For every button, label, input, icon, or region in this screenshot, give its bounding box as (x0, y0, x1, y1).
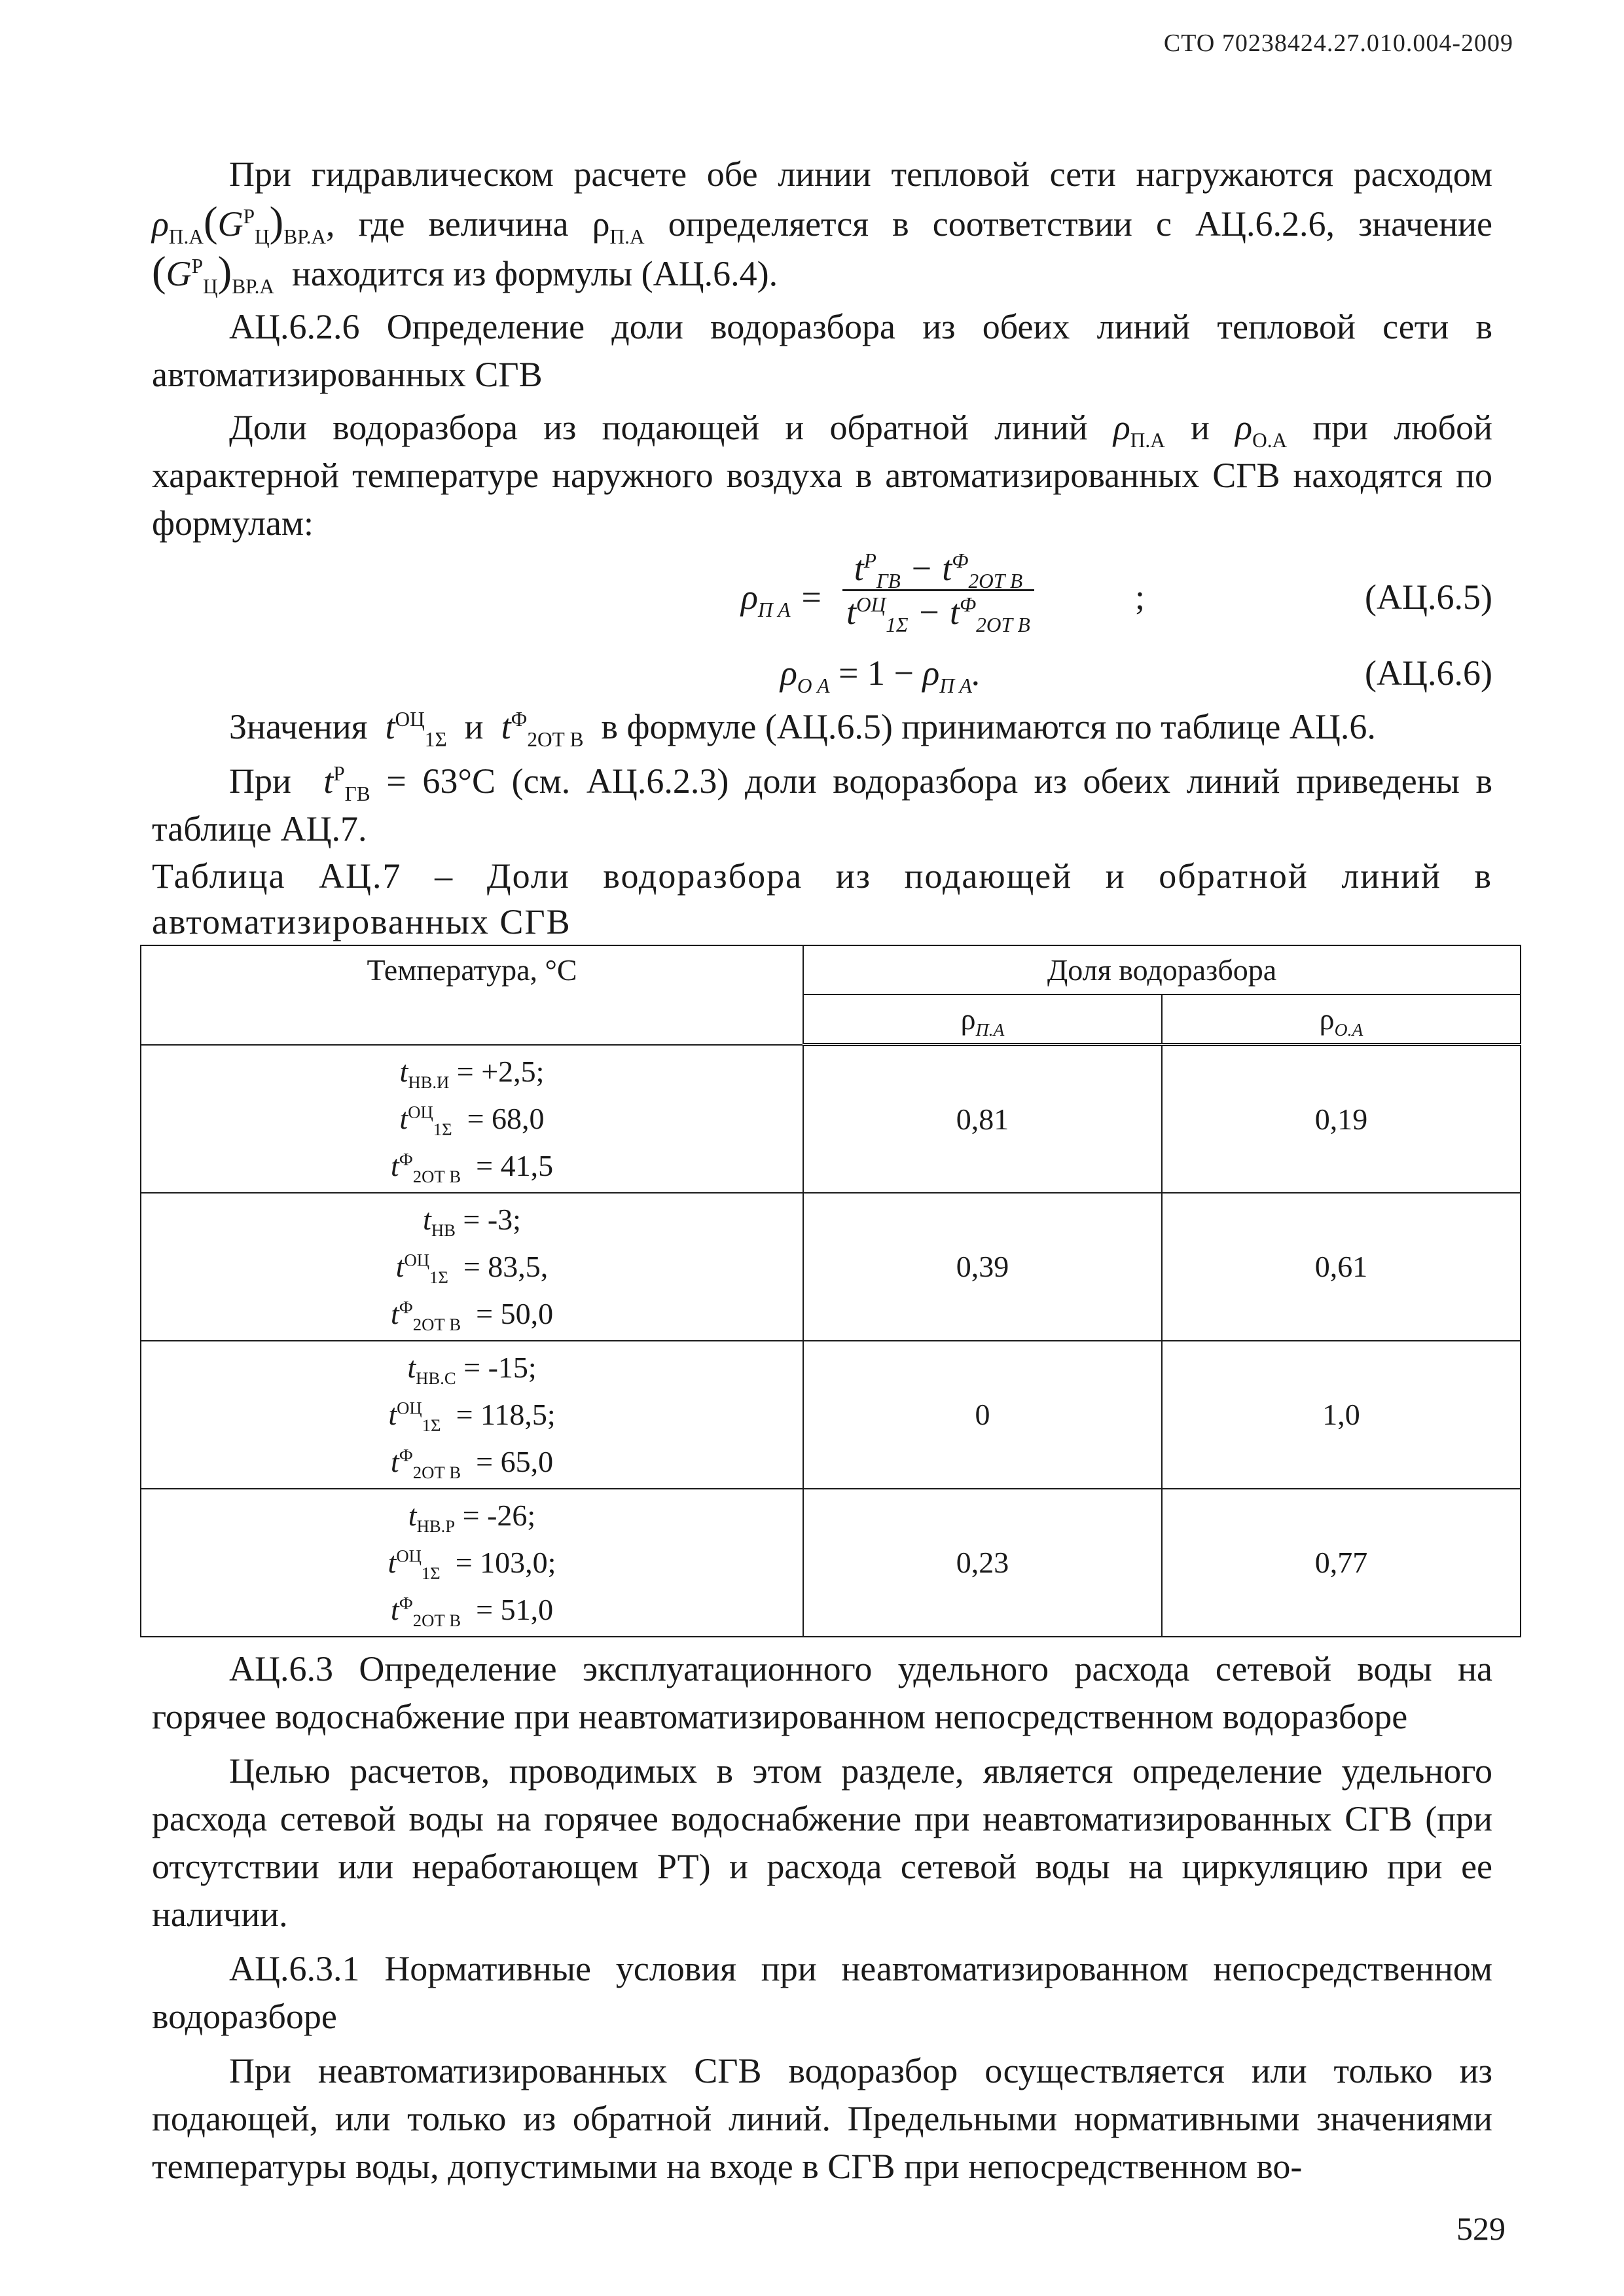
formula-ac-6-5: $\rho_{П А}$ = $t^Р_{ГВ} - t^Ф_{2ОТ В}$ $t^{ОЦ}_{1\Sigma} - t^Ф_{2ОТ В}$ ; (АЦ.6.5) (741, 549, 1492, 636)
header-rho-oa: $\rho_{О.А}$ (1162, 994, 1521, 1045)
document-code: СТО 70238424.27.010.004-2009 (1163, 29, 1513, 57)
table-row (141, 1193, 1521, 1341)
header-rho-pa: $\rho_{П.А}$ (803, 994, 1162, 1045)
section-heading-6-3-1: АЦ.6.3.1 Нормативные условия при неавтоматизированном непосредственном водоразборе (152, 1948, 1492, 2036)
table-ac-7 (140, 945, 1521, 1637)
rho-oa-value: 0,61 (1162, 1193, 1521, 1341)
page-body (152, 151, 1492, 2191)
table-caption: Таблица АЦ.7 – Доли водоразбора из подающей и обратной линий в автоматизированных СГВ (152, 856, 1492, 941)
rho-pa-value: 0,39 (803, 1193, 1162, 1341)
temperature-cell: $t_{НВ} = -3$; $t^{ОЦ}_{1\Sigma} = 83,5$, $t^Ф_{2ОТ В} = 50,0$ (141, 1193, 803, 1341)
table-row (141, 1045, 1521, 1193)
paragraph-5: При $t^Р_{ГВ} = 63^\circ С$ (см. АЦ.6.2.3) доли водоразбора из обеих линий приведены в таблице АЦ.7. (152, 761, 1492, 848)
rho-oa-value: 1,0 (1162, 1341, 1521, 1489)
paragraph-4: Значения $t^{ОЦ}_{1\Sigma}$ и $t^Ф_{2ОТ В}$ в формуле (АЦ.6.5) принимаются по таблице АЦ.6. (229, 707, 1376, 751)
temperature-cell: $t_{НВ.И} = +2,5$; $t^{ОЦ}_{1\Sigma} = 68,0$ $t^Ф_{2ОТ В} = 41,5$ (141, 1045, 803, 1193)
section-heading-6-3: АЦ.6.3 Определение эксплуатационного удельного расхода сетевой воды на горячее водоснабжение при неавтоматизированном непосредственном водоразборе (152, 1649, 1492, 1736)
paragraph-1: При гидравлическом расчете обе линии тепловой сети нагружаются расходом $\rho_{П.А}(G^Р_Ц)_{ВР.А}$, где величина $\rho_{П.А}$ определяется в соответствии с АЦ.6.2.6, значение $(G^Р_Ц)_{ВР.А}$ находится из формулы (АЦ.6.4). (152, 155, 1493, 298)
paragraph-3: Доли водоразбора из подающей и обратной линий $\rho_{П.А}$ и $\rho_{О.А}$ при любой характерной температуре наружного воздуха в автоматизированных СГВ находятся по формулам: (152, 408, 1493, 543)
header-share: Доля водоразбора (803, 945, 1521, 994)
formula-ac-6-6: $\rho_{О А} = 1 - \rho_{П А}$. (АЦ.6.6) (152, 646, 1492, 703)
page-number: 529 (1456, 2210, 1506, 2247)
temperature-cell: $t_{НВ.С} = -15$; $t^{ОЦ}_{1\Sigma} = 118,5$; $t^Ф_{2ОТ В} = 65,0$ (141, 1341, 803, 1489)
table-row (141, 1489, 1521, 1637)
paragraph-7: Целью расчетов, проводимых в этом разделе, является определение удельного расхода сетевой воды на горячее водоснабжение при неавтоматизированных СГВ (при отсутствии или неработающем РТ) и расхода сетевой воды на циркуляцию при ее наличии. (152, 1751, 1492, 1934)
table-row (141, 1341, 1521, 1489)
formula-number-6-5: (АЦ.6.5) (1365, 577, 1492, 617)
rho-oa-value: 0,77 (1162, 1489, 1521, 1637)
rho-pa-value: 0 (803, 1341, 1162, 1489)
paragraph-9: При неавтоматизированных СГВ водоразбор осуществляется или только из подающей, или только из обратной линий. Предельными нормативными значениями температуры воды, допустимыми на входе в СГВ при непосредственном во- (152, 2050, 1492, 2186)
section-heading-6-2-6: АЦ.6.2.6 Определение доли водоразбора из обеих линий тепловой сети в автоматизированных СГВ (152, 307, 1492, 394)
temperature-cell: $t_{НВ.Р} = -26$; $t^{ОЦ}_{1\Sigma} = 103,0$; $t^Ф_{2ОТ В} = 51,0$ (141, 1489, 803, 1637)
header-temperature: Температура, °С (141, 945, 803, 1045)
rho-pa-value: 0,23 (803, 1489, 1162, 1637)
rho-pa-value: 0,81 (803, 1045, 1162, 1193)
rho-oa-value: 0,19 (1162, 1045, 1521, 1193)
formula-number-6-6: (АЦ.6.6) (1365, 653, 1492, 693)
